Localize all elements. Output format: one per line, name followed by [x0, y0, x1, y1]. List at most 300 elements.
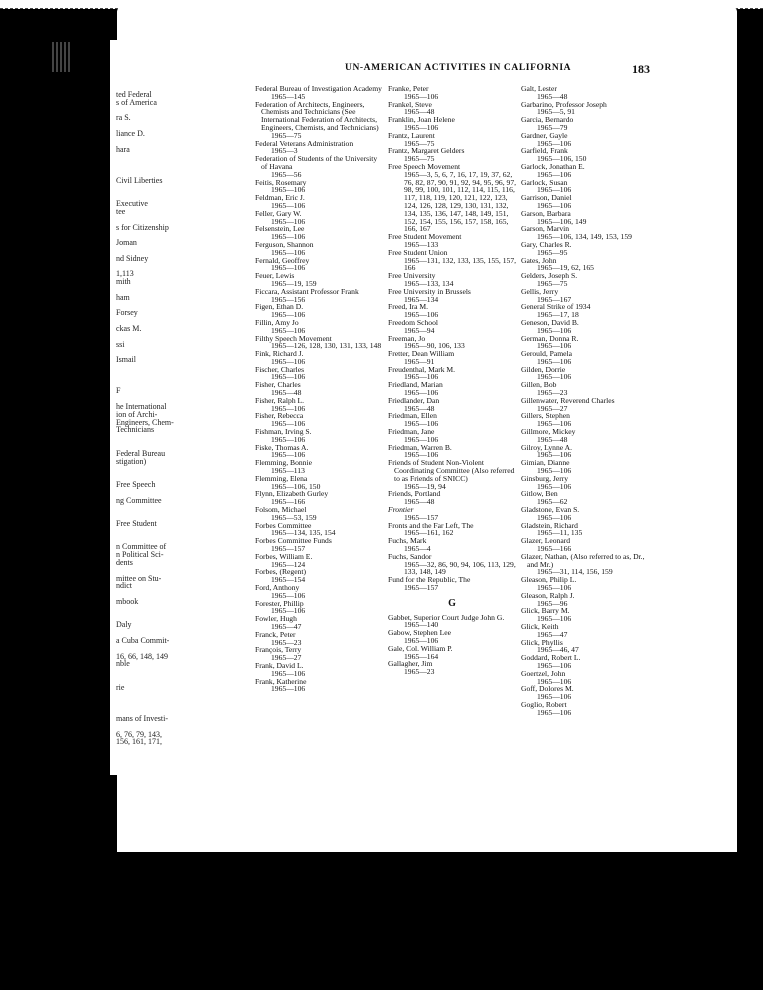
facing-page-text: liance D. [116, 129, 145, 138]
entry-page-refs: 1965—91 [404, 356, 435, 366]
entry-page-refs: 1965—106 [537, 169, 572, 179]
entry-page-refs: 1965—11, 135 [537, 528, 583, 538]
entry-name: Friedlander, Dan [388, 395, 440, 405]
facing-page-text: stigation) [116, 456, 147, 466]
entry-name: Freeman, Jo [388, 333, 426, 343]
entry-name: Gellis, Jerry [521, 286, 559, 296]
index-entry [388, 249, 516, 272]
index-entry [388, 116, 516, 132]
entry-name: Franck, Peter [255, 629, 296, 639]
entry-name: Garcia, Bernardo [521, 115, 574, 125]
index-entry [388, 553, 516, 576]
entry-name: Garfield, Frank [521, 146, 568, 156]
page-number: 183 [632, 62, 650, 76]
entry-name: Forbes Committee Funds [255, 536, 332, 546]
entry-name: Gabbet, Superior Court Judge John G. [388, 612, 505, 622]
entry-name: Fischer, Charles [255, 364, 305, 374]
entry-name: Franke, Peter [388, 84, 429, 93]
entry-page-refs: 1965—75 [404, 138, 435, 148]
entry-page-refs: 1965—96 [537, 598, 568, 608]
entry-page-refs: 1965—157 [404, 512, 439, 522]
entry-page-refs: 1965—75 [404, 154, 435, 164]
entry-name: Filthy Speech Movement [255, 333, 332, 343]
entry-name: Glick, Keith [521, 621, 559, 631]
entry-name: Flynn, Elizabeth Gurley [255, 489, 329, 499]
index-entry [255, 600, 383, 616]
index-entry [388, 350, 516, 366]
index-entry [521, 553, 651, 576]
facing-page-text: Daly [116, 620, 132, 630]
entry-page-refs: 1965—106 [404, 372, 439, 382]
entry-page-refs: 1965—140 [404, 620, 439, 630]
index-entry [255, 288, 383, 304]
entry-page-refs: 1965—53, 159 [271, 512, 317, 522]
index-entry [255, 101, 383, 140]
entry-page-refs: 1965—124 [271, 559, 306, 569]
index-entry [521, 210, 651, 226]
entry-name: Friends, Portland [388, 489, 441, 499]
facing-page-text: n Political Sci- [116, 550, 164, 560]
index-entry [255, 179, 383, 195]
index-entry [255, 490, 383, 506]
entry-page-refs: 1965—47 [271, 621, 302, 631]
entry-page-refs: 1965—106 [404, 450, 439, 460]
entry-name: Glazer, Leonard [521, 536, 571, 546]
entry-name: German, Donna R. [521, 333, 579, 343]
index-entry [521, 288, 651, 304]
entry-name: Folsom, Michael [255, 505, 307, 515]
entry-name: Friedman, Jane [388, 427, 435, 437]
entry-name: Frank, Katherine [255, 676, 307, 686]
facing-page-text: Technicians [116, 425, 155, 435]
entry-page-refs: 1965—106 [271, 434, 306, 444]
entry-name: Flemming, Elena [255, 473, 308, 483]
entry-page-refs: 1965—79 [537, 122, 568, 132]
entry-name: Gerould, Pamela [521, 349, 573, 359]
entry-page-refs: 1965—106 [271, 263, 306, 273]
entry-name: Garbarino, Professor Joseph [521, 99, 607, 109]
index-entry [388, 335, 516, 351]
entry-page-refs: 1965—113 [271, 466, 305, 476]
facing-page-text: dents [116, 558, 133, 567]
facing-page-text: ham [116, 292, 130, 302]
index-entry [255, 615, 383, 631]
facing-page-text: mans of Investi- [116, 714, 168, 723]
entry-page-refs: 1965—106 [537, 356, 572, 366]
facing-page-text: Joman [116, 238, 137, 248]
entry-page-refs: 1965—106 [271, 450, 306, 460]
index-entry [255, 553, 383, 569]
entry-name: Goff, Dolores M. [521, 684, 574, 694]
entry-page-refs: 1965—106 [271, 403, 306, 413]
facing-page-text: n Committee of [116, 542, 167, 552]
entry-page-refs: 1965—5, 91 [537, 107, 575, 117]
entry-name: Friedman, Ellen [388, 411, 437, 421]
entry-page-refs: 1965—106 [537, 660, 572, 670]
entry-page-refs: 1965—134 [404, 294, 439, 304]
entry-name: Glick, Phyllis [521, 637, 563, 647]
entry-name: Frontier [388, 505, 414, 515]
entry-name: Goertzel, John [521, 668, 566, 678]
index-entry [255, 459, 383, 475]
entry-name: Figen, Ethan D. [255, 302, 304, 312]
index-entry [521, 506, 651, 522]
facing-page-text: ssi [116, 339, 125, 349]
entry-page-refs: 1965—94 [404, 325, 435, 335]
entry-page-refs: 1965—27 [271, 653, 302, 663]
index-entry [521, 303, 651, 319]
entry-page-refs: 1965—106 [537, 707, 572, 717]
index-entry [255, 350, 383, 366]
entry-page-refs: 1965—48 [404, 107, 435, 117]
index-entry [521, 685, 651, 701]
entry-page-refs: 1965—106 [537, 185, 572, 195]
index-entry [255, 85, 383, 101]
entry-name: Garlock, Susan [521, 177, 568, 187]
facing-page-fragment [110, 40, 182, 775]
index-entry [521, 194, 651, 210]
entry-page-refs: 1965—133 [404, 239, 439, 249]
entry-name: Forbes Committee [255, 520, 312, 530]
entry-name: Freed, Ira M. [388, 302, 429, 312]
index-entry [255, 257, 383, 273]
facing-page-text: F [116, 386, 121, 396]
index-entry [521, 592, 651, 608]
index-entry [521, 335, 651, 351]
entry-page-refs: 1965—157 [271, 544, 306, 554]
index-entry [521, 225, 651, 241]
entry-page-refs: 1965—106 [537, 614, 572, 624]
index-entry [521, 428, 651, 444]
entry-name: Friedland, Marian [388, 380, 443, 390]
facing-page-text: mith [116, 277, 131, 287]
entry-name: Franklin, Joan Helene [388, 115, 455, 125]
entry-name: Gates, John [521, 255, 557, 265]
index-entry [388, 397, 516, 413]
facing-page-text: s for Citizenship [116, 222, 169, 232]
entry-name: Gary, Charles R. [521, 239, 572, 249]
facing-page-text: Civil Liberties [116, 175, 163, 185]
entry-page-refs: 1965—23 [537, 388, 568, 398]
entry-name: Ginsburg, Jerry [521, 473, 569, 483]
index-entry [255, 241, 383, 257]
index-entry [521, 607, 651, 623]
index-entry [388, 288, 516, 304]
facing-page-text: rie [116, 682, 125, 692]
facing-page-text: 6, 76, 79, 143, [116, 729, 162, 739]
entry-page-refs: 1965—47 [537, 629, 568, 639]
entry-name: Fink, Richard J. [255, 349, 304, 359]
facing-page-text: mbook [116, 597, 139, 606]
facing-page-text: tee [116, 207, 126, 216]
entry-page-refs: 1965—23 [271, 637, 302, 647]
entry-name: Felsenstein, Lee [255, 224, 305, 234]
entry-page-refs: 1965—106 [404, 91, 439, 101]
entry-page-refs: 1965—106 [271, 232, 306, 242]
entry-page-refs: 1965—19, 94 [404, 481, 446, 491]
entry-name: Garrison, Daniel [521, 193, 572, 203]
entry-page-refs: 1965—106 [271, 590, 306, 600]
entry-page-refs: 1965—48 [271, 388, 302, 398]
entry-name: Fretter, Dean William [388, 349, 455, 359]
entry-name: Glick, Barry M. [521, 606, 570, 616]
entry-name: Fuchs, Sandor [388, 551, 432, 561]
index-entry [388, 147, 516, 163]
entry-name: Fowler, Hugh [255, 614, 297, 624]
index-entry [255, 335, 383, 351]
entry-name: Fronts and the Far Left, The [388, 520, 474, 530]
entry-page-refs: 1965—48 [404, 403, 435, 413]
entry-page-refs: 1965—106 [537, 419, 572, 429]
entry-page-refs: 1965—145 [271, 91, 306, 101]
index-entry [521, 366, 651, 382]
index-entry [255, 428, 383, 444]
entry-page-refs: 1965—4 [404, 544, 431, 554]
facing-page-text: Free Speech [116, 480, 156, 489]
entry-page-refs: 1965—106 [271, 684, 306, 694]
entry-page-refs: 1965—62 [537, 497, 568, 507]
entry-name: Gillmore, Mickey [521, 427, 576, 437]
entry-page-refs: 1965—106 [537, 200, 572, 210]
entry-page-refs: 1965—19, 159 [271, 278, 317, 288]
index-entry [388, 85, 516, 101]
entry-page-refs: 1965—126, 128, 130, 131, 133, 148 [271, 341, 382, 351]
entry-page-refs: 1965—106, 150 [271, 481, 321, 491]
index-entry [255, 412, 383, 428]
index-entry [521, 490, 651, 506]
entry-name: Fisher, Rebecca [255, 411, 304, 421]
entry-page-refs: 1965—106 [404, 310, 439, 320]
index-entry [388, 490, 516, 506]
entry-page-refs: 1965—106 [271, 200, 306, 210]
entry-page-refs: 1965—56 [271, 169, 302, 179]
entry-page-refs: 1965—106 [537, 676, 572, 686]
entry-name: Free Student Union [388, 247, 448, 257]
index-entry [255, 568, 383, 584]
entry-name: Goglio, Robert [521, 699, 567, 709]
entry-name: Ficcara, Assistant Professor Frank [255, 286, 359, 296]
entry-page-refs: 1965—106 [537, 583, 572, 592]
index-entry [388, 614, 516, 630]
index-entry [388, 233, 516, 249]
facing-page-text: ndict [116, 581, 132, 591]
entry-name: Forbes, William E. [255, 551, 313, 561]
index-entry [521, 350, 651, 366]
facing-page-text: Forsey [116, 308, 138, 318]
index-entry [388, 303, 516, 319]
index-entry [255, 537, 383, 553]
section-letter: G [448, 597, 456, 609]
index-entry [521, 670, 651, 686]
index-column-1 [255, 85, 383, 693]
entry-page-refs: 1965—48 [537, 91, 568, 101]
index-column-2 [388, 85, 516, 676]
entry-page-refs: 1965—106 [537, 466, 572, 476]
index-entry [521, 475, 651, 491]
entry-name: Feitis, Rosemary [255, 177, 307, 187]
entry-name: Forester, Phillip [255, 598, 304, 608]
index-entry [255, 194, 383, 210]
entry-page-refs: 1965—157 [404, 583, 439, 592]
entry-name: Gilden, Dorrie [521, 364, 566, 374]
entry-page-refs: 1965—106 [537, 372, 572, 382]
index-entry [255, 522, 383, 538]
entry-name: Gallagher, Jim [388, 659, 433, 669]
entry-page-refs: 1965—32, 86, 90, 94, 106, 113, 129, 133, 148, 149 [404, 559, 516, 577]
entry-name: Geneson, David B. [521, 317, 579, 327]
index-entry [255, 444, 383, 460]
entry-page-refs: 1965—106 [271, 216, 306, 226]
entry-page-refs: 1965—106 [404, 434, 439, 444]
index-entry [388, 412, 516, 428]
index-entry [255, 646, 383, 662]
entry-page-refs: 1965—27 [537, 403, 568, 413]
index-entry [388, 272, 516, 288]
entry-page-refs: 1965—106 [404, 122, 439, 132]
entry-page-refs: 1965—90, 106, 133 [404, 341, 465, 351]
entry-name: Frantz, Margaret Gelders [388, 146, 465, 156]
index-entry [521, 132, 651, 148]
index-entry [521, 116, 651, 132]
entry-page-refs: 1965—134, 135, 154 [271, 528, 336, 538]
index-entry [521, 654, 651, 670]
entry-name: Fillin, Amy Jo [255, 317, 299, 327]
facing-page-text: nble [116, 659, 130, 669]
entry-page-refs: 1965—166 [271, 497, 306, 507]
index-entry [521, 537, 651, 553]
entry-name: Frankel, Steve [388, 99, 432, 109]
index-column-3 [521, 85, 651, 717]
facing-page-text: he International [116, 402, 167, 411]
entry-name: Garson, Marvin [521, 224, 570, 234]
entry-page-refs: 1965—106 [537, 341, 572, 351]
index-entry [521, 639, 651, 655]
index-entry [255, 225, 383, 241]
index-entry [521, 101, 651, 117]
facing-page-text: 156, 161, 171, [116, 737, 162, 747]
entry-name: Gelders, Joseph S. [521, 271, 578, 281]
entry-name: Federation of Architects, Engineers, Chemists and Technicians (See International Federation of Architects, Engineers, Chemists, and Technicians) [255, 99, 379, 132]
entry-name: Freedom School [388, 317, 438, 327]
index-entry [521, 522, 651, 538]
entry-name: Goddard, Robert L. [521, 653, 581, 663]
entry-page-refs: 1965—106 [271, 668, 306, 678]
facing-page-text: Federal Bureau [116, 448, 166, 458]
index-entry [521, 459, 651, 475]
facing-page-text: ted Federal [116, 90, 152, 99]
entry-page-refs: 1965—106 [404, 388, 439, 398]
entry-page-refs: 1965—106 [271, 247, 306, 257]
entry-name: Garson, Barbara [521, 208, 571, 218]
index-entry [255, 475, 383, 491]
index-entry [388, 645, 516, 661]
entry-name: Gillers, Stephen [521, 411, 570, 421]
entry-page-refs: 1965—106 [537, 481, 572, 491]
facing-page-text: ra S. [116, 113, 131, 123]
index-entry [521, 444, 651, 460]
scan-smudge [52, 42, 70, 72]
facing-page-text: Free Student [116, 519, 157, 528]
entry-page-refs: 1965—19, 62, 165 [537, 263, 594, 273]
entry-page-refs: 1965—23 [404, 667, 435, 677]
entry-page-refs: 1965—131, 132, 133, 135, 155, 157, 166 [404, 255, 517, 273]
entry-page-refs: 1965—106 [404, 419, 439, 429]
entry-page-refs: 1965—3, 5, 6, 7, 16, 17, 19, 37, 62, 76, 82, 87, 90, 91, 92, 94, 95, 96, 97, 98, 99, 100, 101, 112, 114, 115, 116, 117, 118, 119, 120, 121, 122, 123, 124, 126, 128, 129, 130, 131, 132, 134, 135, 136, 147, 148, 149, 151, 152, 154, 155, 156, 157, 158, 165, 166, 167 [404, 169, 517, 234]
index-entry [255, 319, 383, 335]
index-entry [255, 366, 383, 382]
entry-name: Fisher, Charles [255, 380, 301, 390]
entry-name: Fund for the Republic, The [388, 575, 471, 585]
index-entry [521, 319, 651, 335]
entry-name: Ford, Anthony [255, 583, 300, 592]
entry-page-refs: 1965—164 [404, 651, 439, 661]
entry-name: Friends of Student Non-Violent Coordinating Committee (Also referred to as Friends of SNICC) [388, 458, 515, 483]
index-entry [521, 147, 651, 163]
facing-page-text: Engineers, Chem- [116, 417, 174, 427]
facing-page-text: a Cuba Commit- [116, 636, 170, 645]
entry-page-refs: 1965—106 [537, 692, 572, 702]
entry-page-refs: 1965—154 [271, 575, 306, 585]
entry-page-refs: 1965—106 [271, 325, 306, 335]
facing-page-text: 16, 66, 148, 149 [116, 651, 168, 661]
index-entry [255, 506, 383, 522]
index-entry [255, 631, 383, 647]
index-entry [388, 319, 516, 335]
entry-name: Gillenwater, Reverend Charles [521, 395, 615, 405]
entry-name: Free University [388, 271, 436, 281]
index-entry [388, 522, 516, 538]
entry-name: Gilroy, Lynne A. [521, 442, 572, 452]
entry-page-refs: 1965—106 [271, 356, 306, 366]
entry-name: Forbes, (Regent) [255, 567, 307, 577]
entry-name: Gladstone, Evan S. [521, 505, 580, 515]
entry-name: Glazer, Nathan, (Also referred to as, Dr., and Mr.) [521, 551, 645, 569]
entry-name: Gillen, Bob [521, 380, 557, 390]
index-entry [521, 397, 651, 413]
index-entry [521, 623, 651, 639]
entry-page-refs: 1965—106 [404, 635, 439, 645]
entry-name: Freudenthal, Mark M. [388, 364, 456, 374]
index-entry [388, 576, 516, 592]
entry-name: Frank, David L. [255, 660, 304, 670]
entry-name: Fishman, Irving S. [255, 427, 312, 437]
running-header: UN-AMERICAN ACTIVITIES IN CALIFORNIA [345, 63, 572, 73]
index-entry [521, 241, 651, 257]
facing-page-text: s of America [116, 97, 157, 107]
entry-page-refs: 1965—46, 47 [537, 645, 579, 655]
entry-name: Feldman, Eric J. [255, 193, 305, 203]
entry-name: Friedman, Warren B. [388, 442, 452, 452]
entry-name: Gardner, Gayle [521, 130, 568, 140]
index-entry [521, 701, 651, 717]
entry-name: Gleason, Ralph J. [521, 590, 575, 600]
entry-page-refs: 1965—31, 114, 156, 159 [537, 567, 613, 577]
entry-name: Fernald, Geoffrey [255, 255, 310, 265]
entry-page-refs: 1965—106, 134, 149, 153, 159 [537, 232, 632, 242]
entry-page-refs: 1965—106 [271, 310, 306, 320]
entry-name: Feuer, Lewis [255, 271, 295, 281]
entry-page-refs: 1965—17, 18 [537, 310, 579, 320]
entry-page-refs: 1965—167 [537, 294, 572, 304]
index-entry [255, 678, 383, 694]
entry-page-refs: 1965—95 [537, 247, 568, 257]
entry-name: Free Speech Movement [388, 161, 461, 171]
entry-name: Fuchs, Mark [388, 536, 427, 546]
index-entry [388, 506, 516, 522]
index-entry [388, 537, 516, 553]
entry-name: Fisher, Ralph L. [255, 395, 305, 405]
index-entry [255, 397, 383, 413]
